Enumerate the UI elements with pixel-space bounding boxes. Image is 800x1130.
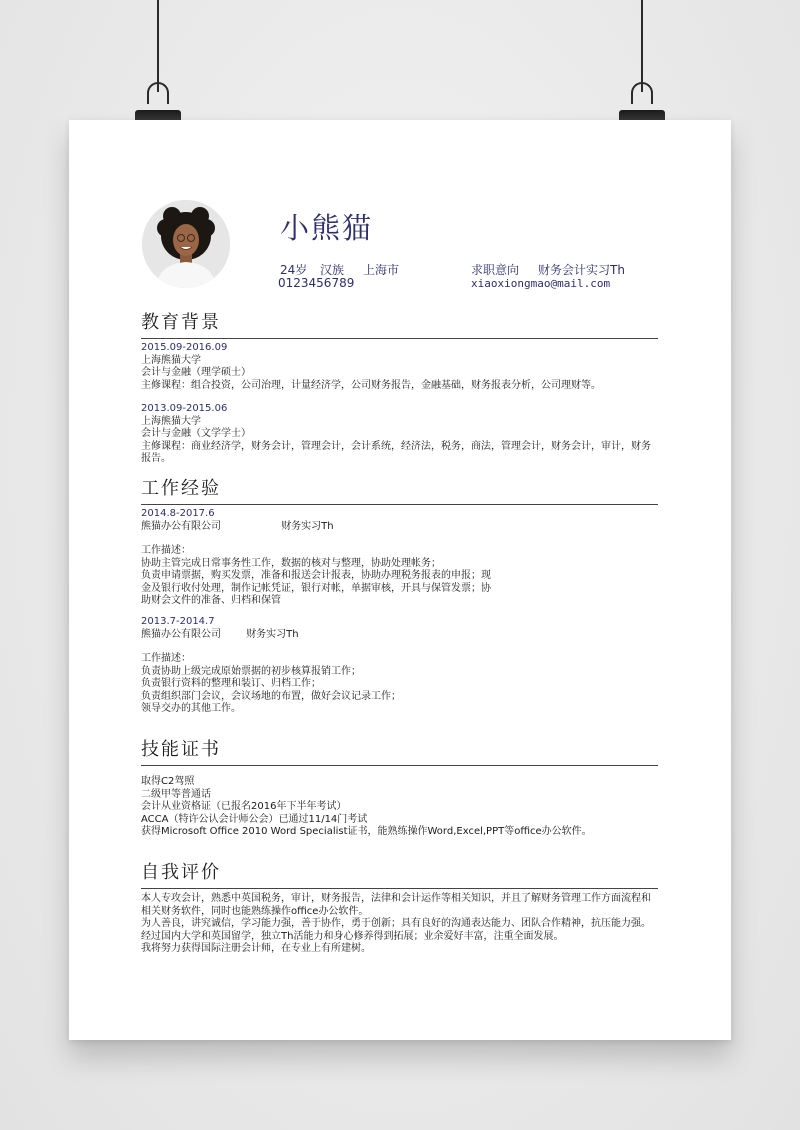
work-desc-line: 协助主管完成日常事务性工作，数据的核对与整理，协助处理帐务； <box>141 557 441 569</box>
edu-major: 会计与金融（文学学士） <box>141 428 251 439</box>
self-eval-text <box>141 893 661 956</box>
work-desc-line: 负责组织部门会议，会议场地的布置，做好会议记录工作； <box>141 690 401 702</box>
work-company-line <box>141 629 661 642</box>
portrait-photo <box>142 200 230 288</box>
ethnicity: 汉族 <box>320 263 345 277</box>
self-eval-line: 本人专攻会计，熟悉中英国税务，审计，财务报告，法律和会计运作等相关知识，并且了解财务管理工作方面流程和 <box>141 893 651 904</box>
skill-item: 二级甲等普通话 <box>141 788 211 800</box>
work-title: 工作经验 <box>141 474 658 505</box>
work-entry-2 <box>141 616 661 716</box>
age: 24岁 <box>280 263 308 277</box>
work-position: 财务实习Th <box>246 628 299 640</box>
hanging-string-left <box>157 0 159 92</box>
clip-ring-right <box>631 82 653 104</box>
work-company: 熊猫办公有限公司 <box>141 628 221 640</box>
work-desc-line: 领导交办的其他工作。 <box>141 703 241 714</box>
self-eval-line: 为人善良，讲究诚信，学习能力强，善于协作，勇于创新；具有良好的沟通表达能力、团队合作精神，抗压能力强。 <box>141 918 651 929</box>
work-position: 财务实习Th <box>281 520 334 532</box>
intent-value: 财务会计实习Th <box>538 263 625 277</box>
self-eval-line: 经过国内大学和英国留学，独立Th活能力和身心修养得到拓展；业余爱好丰富，注重全面发展。 <box>141 930 564 942</box>
intent-label: 求职意向 <box>471 263 520 277</box>
work-desc-line: 助财会文件的准备、归档和保管 <box>141 595 281 606</box>
work-desc-line: 负责银行资料的整理和装订、归档工作； <box>141 678 321 689</box>
edu-school: 上海熊猫大学 <box>141 415 201 427</box>
self-eval-line: 我将努力获得国际注册会计师，在专业上有所建树。 <box>141 943 371 954</box>
work-date: 2013.7-2014.7 <box>141 616 215 627</box>
skill-item: 取得C2驾照 <box>141 776 195 787</box>
education-title: 教育背景 <box>141 308 658 339</box>
work-desc-label: 工作描述： <box>141 545 191 556</box>
edu-courses-cont: 报告。 <box>141 453 171 464</box>
hanging-string-right <box>641 0 643 92</box>
avatar <box>142 200 230 288</box>
work-company-line <box>141 521 661 534</box>
self-eval-line: 相关财务软件，同时也能熟练操作office办公软件。 <box>141 905 369 917</box>
email: xiaoxiongmao@mail.com <box>471 277 611 290</box>
skill-item: 会计从业资格证（已报名2016年下半年考试） <box>141 801 347 812</box>
candidate-name: 小熊猫 <box>280 211 374 245</box>
edu-major: 会计与金融（理学硕士） <box>141 367 251 378</box>
work-entry-1 <box>141 508 661 608</box>
edu-courses: 主修课程：组合投资，公司治理，计量经济学，公司财务报告，金融基础，财务报表分析，公司理财等。 <box>141 379 601 391</box>
work-date: 2014.8-2017.6 <box>141 508 215 519</box>
edu-courses: 主修课程：商业经济学，财务会计，管理会计，会计系统，经济法，税务，商法，管理会计，财务会计，审计，财务 <box>141 440 651 452</box>
education-entry-1 <box>141 342 661 392</box>
edu-date: 2013.09-2015.06 <box>141 403 228 414</box>
work-desc-label: 工作描述： <box>141 653 191 664</box>
education-entry-2 <box>141 403 661 466</box>
skill-item: 获得Microsoft Office 2010 Word Specialist证书，能熟练操作Word,Excel,PPT等office办公软件。 <box>141 826 592 837</box>
phone: 0123456789 <box>278 276 355 290</box>
skills-list <box>141 776 661 839</box>
self-eval-title: 自我评价 <box>141 858 658 889</box>
skills-title: 技能证书 <box>141 735 658 766</box>
work-desc-line: 金及银行收付处理，制作记帐凭证，银行对帐，单据审核，开具与保管发票；协 <box>141 582 491 594</box>
resume-paper <box>69 120 731 1040</box>
edu-school: 上海熊猫大学 <box>141 354 201 366</box>
skill-item: ACCA（特许公认会计师公会）已通过11/14门考试 <box>141 813 368 825</box>
work-company: 熊猫办公有限公司 <box>141 520 221 532</box>
edu-date: 2015.09-2016.09 <box>141 342 228 353</box>
city: 上海市 <box>363 263 400 277</box>
work-desc-line: 负责申请票据，购买发票，准备和报送会计报表，协助办理税务报表的申报；现 <box>141 570 491 581</box>
clip-ring-left <box>147 82 169 104</box>
work-desc-line: 负责协助上级完成原始票据的初步核算报销工作； <box>141 665 361 677</box>
